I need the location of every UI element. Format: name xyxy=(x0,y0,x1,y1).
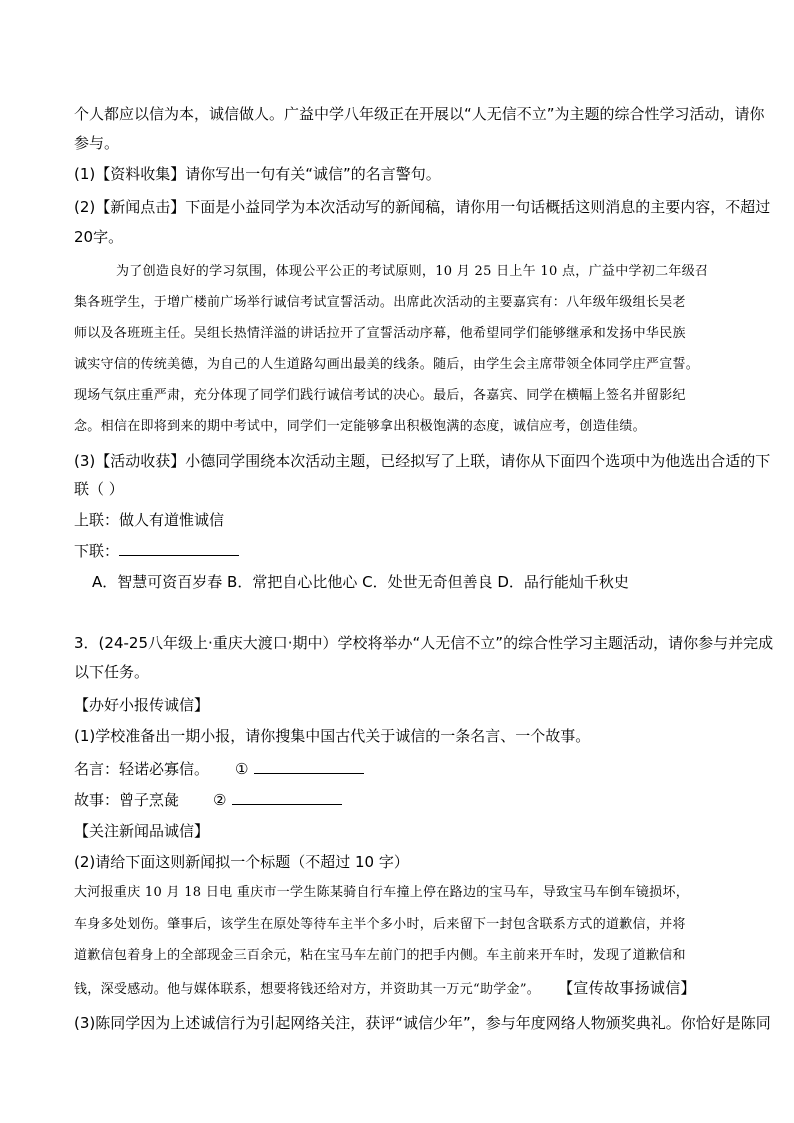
q2-news-line-3: 师以及各班班主任。吴组长热情洋溢的讲话拉开了宣誓活动序幕，他希望同学们能够继承和发扬中华民族 xyxy=(74,326,686,341)
q2-news-line-1: 为了创造良好的学习氛围，体现公平公正的考试原则，10 月 25 日上午 10 点，广益中学初二年级召 xyxy=(116,264,709,279)
q2-sub3-line-2: 联（ ） xyxy=(74,480,124,498)
q2-news-line-6: 念。相信在即将到来的期中考试中，同学们一定能够拿出积极饱满的态度，诚信应考，创造佳绩。 xyxy=(74,419,646,434)
q3-news-line-1: 大河报重庆 10 月 18 日电 重庆市一学生陈某骑自行车撞上停在路边的宝马车，导致宝马车倒车镜损坏， xyxy=(74,885,690,900)
q3-head-line-2: 以下任务。 xyxy=(74,663,150,681)
q2-news-line-5: 现场气氛庄重严肃，充分体现了同学们践行诚信考试的决心。最后，各嘉宾、同学在横幅上签名并留影纪 xyxy=(74,388,686,403)
q2-lower-label: 下联： xyxy=(74,542,120,560)
q2-sub2-line-2: 20字。 xyxy=(74,228,124,246)
q3-news-line-2: 车身多处划伤。肇事后，该学生在原处等待车主半个多小时，后来留下一封包含联系方式的道歉信，并将 xyxy=(74,917,686,932)
q3-news-line-3: 道歉信包着身上的全部现金三百余元，粘在宝马车左前门的把手内侧。车主前来开车时，发现了道歉信和 xyxy=(74,948,686,963)
q3-quote-label: 名言：轻诺必寡信。 xyxy=(74,760,210,778)
q3-story-answer-blank[interactable] xyxy=(232,790,342,805)
q3-news-line-4 xyxy=(74,978,696,1000)
q2-lower-answer-blank[interactable] xyxy=(119,541,239,556)
q3-head-line-1: 3．(24-25八年级上·重庆大渡口·期中）学校将举办“人无信不立”的综合性学习主题活动，请你参与并完成 xyxy=(74,634,774,652)
q2-intro-line-1: 个人都应以信为本，诚信做人。广益中学八年级正在开展以“人无信不立”为主题的综合性学习活动，请你 xyxy=(74,105,765,123)
q2-intro-line-2: 参与。 xyxy=(74,134,120,152)
q2-options: A．智慧可资百岁春 B．常把自心比他心 C．处世无奇但善良 D．品行能灿千秋史 xyxy=(92,573,629,591)
q3-section-2-heading: 【关注新闻品诚信】 xyxy=(74,822,210,840)
q3-news-line-4-text: 钱，深受感动。他与媒体联系，想要将钱还给对方，并资助其一万元“助学金”。 xyxy=(74,982,541,997)
q3-quote-mark: ① xyxy=(235,760,249,778)
q2-news-line-2: 集各班学生，于增广楼前广场举行诚信考试宣誓活动。出席此次活动的主要嘉宾有：八年级年级组长吴老 xyxy=(74,295,686,310)
q3-sub3: (3)陈同学因为上述诚信行为引起网络关注，获评“诚信少年”，参与年度网络人物颁奖典礼。你恰好是陈同 xyxy=(74,1014,771,1032)
q2-sub3-line-1: (3)【活动收获】小德同学围绕本次活动主题，已经拟写了上联，请你从下面四个选项中为他选出合适的下 xyxy=(74,452,771,470)
q3-section-1-heading: 【办好小报传诚信】 xyxy=(74,696,210,714)
q3-sub1: (1)学校准备出一期小报，请你搜集中国古代关于诚信的一条名言、一个故事。 xyxy=(74,727,591,745)
q3-story-label: 故事：曾子烹彘 xyxy=(74,791,180,809)
q2-lower-couplet xyxy=(74,541,239,561)
q3-story-row xyxy=(74,790,342,810)
q2-sub1: (1)【资料收集】请你写出一句有关“诚信”的名言警句。 xyxy=(74,165,441,183)
q2-sub2-line-1: (2)【新闻点击】下面是小益同学为本次活动写的新闻稿，请你用一句话概括这则消息的主要内容，不超过 xyxy=(74,198,771,216)
q3-quote-row xyxy=(74,759,364,779)
q3-quote-answer-blank[interactable] xyxy=(254,759,364,774)
q2-upper-couplet: 上联：做人有道惟诚信 xyxy=(74,511,225,529)
q3-story-mark: ② xyxy=(213,791,227,809)
q3-section-3-heading: 【宣传故事扬诚信】 xyxy=(558,979,696,997)
q3-sub2: (2)请给下面这则新闻拟一个标题（不超过 10 字） xyxy=(74,853,409,871)
q2-news-line-4: 诚实守信的传统美德，为自己的人生道路勾画出最美的线条。随后，由学生会主席带领全体同学庄严宣誓。 xyxy=(74,357,700,372)
